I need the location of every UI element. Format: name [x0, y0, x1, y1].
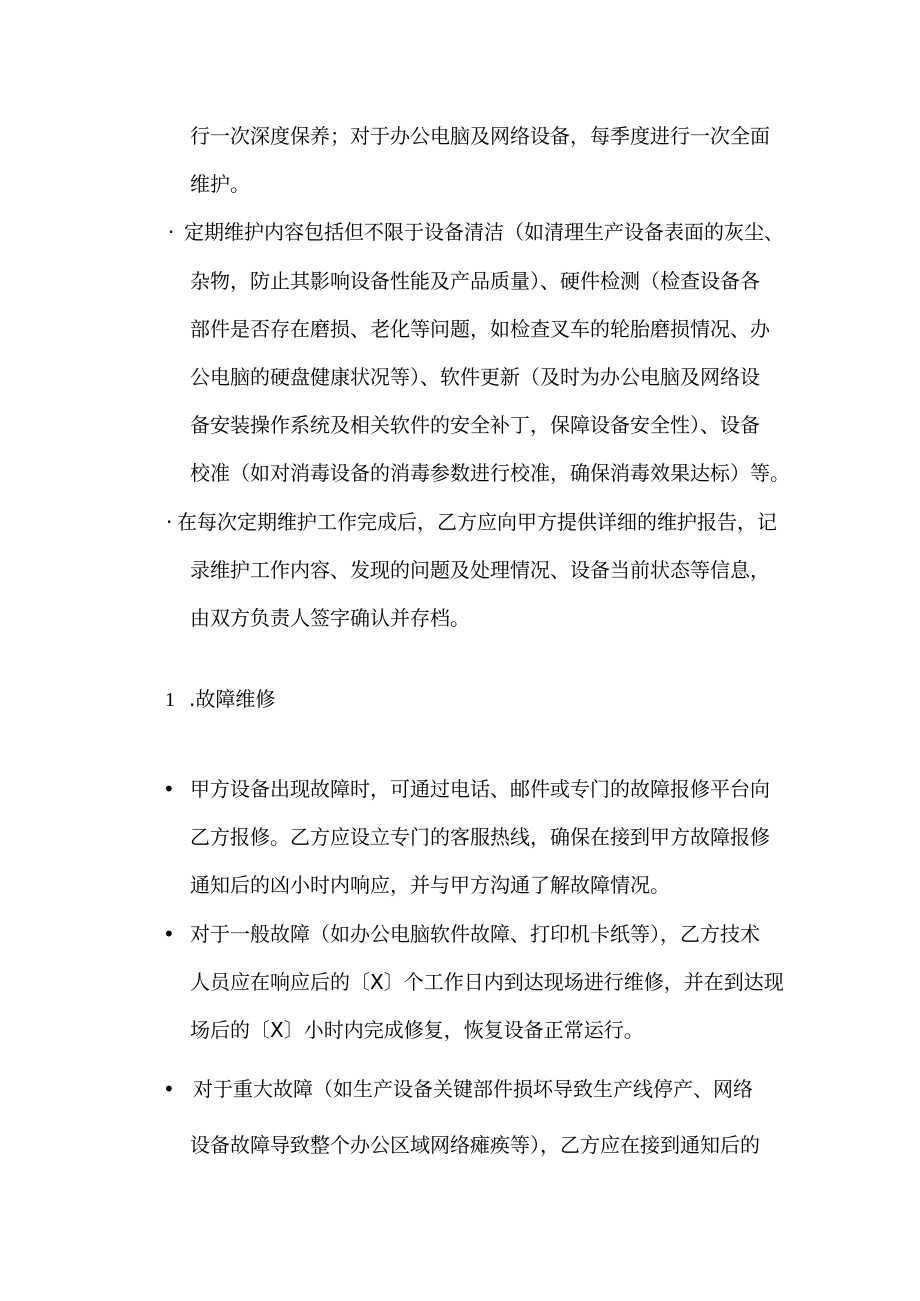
bullet-line: 校准（如对消毒设备的消毒参数进行校准，确保消毒效果达标）等。 [190, 461, 790, 485]
bullet-marker: · [166, 510, 173, 534]
bullet-line: 设备故障导致整个办公区域网络瘫痪等），乙方应在接到通知后的 [190, 1133, 760, 1157]
bullet-line: 定期维护内容包括但不限于设备清洁（如清理生产设备表面的灰尘、 [184, 220, 784, 244]
bullet-line: 杂物，防止其影响设备性能及产品质量）、硬件检测（检查设备各 [190, 269, 760, 293]
bullet-marker: · [168, 220, 175, 244]
bullet-line: 场后的〔X〕小时内完成修复，恢复设备正常运行。 [190, 1018, 644, 1042]
bullet-line: 录维护工作内容、发现的问题及处理情况、设备当前状态等信息， [190, 558, 770, 582]
bullet-line: 在每次定期维护工作完成后，乙方应向甲方提供详细的维护报告，记 [177, 510, 777, 534]
bullet-line: 由双方负责人签字确认并存档。 [190, 606, 470, 630]
bullet-line: 部件是否存在磨损、老化等问题，如检查叉车的轮胎磨损情况、办 [190, 317, 770, 341]
bullet-line: 对于重大故障（如生产设备关键部件损坏导致生产线停产、网络 [193, 1077, 753, 1101]
bullet-marker: • [163, 1077, 175, 1101]
bullet-marker: • [163, 922, 175, 946]
section-heading-text: .故障维修 [189, 687, 276, 711]
bullet-line: 通知后的凶小时内响应，并与甲方沟通了解故障情况。 [190, 873, 670, 897]
section-heading [165, 686, 275, 713]
bullet-line: 对于一般故障（如办公电脑软件故障、打印机卡纸等），乙方技术 [190, 922, 760, 946]
bullet-line: 人员应在响应后的〔X〕个工作日内到达现场进行维修，并在到达现 [190, 970, 784, 994]
bullet-line: 公电脑的硬盘健康状况等）、软件更新（及时为办公电脑及网络设 [190, 365, 760, 389]
bullet-marker: • [163, 777, 175, 801]
bullet-line: 乙方报修。乙方应设立专门的客服热线，确保在接到甲方故障报修 [190, 825, 770, 849]
paragraph-line: 行一次深度保养；对于办公电脑及网络设备，每季度进行一次全面 [190, 124, 770, 148]
paragraph-line: 维护。 [190, 172, 250, 196]
bullet-line: 备安装操作系统及相关软件的安全补丁，保障设备安全性）、设备 [190, 413, 760, 437]
section-heading-number: 1 [165, 689, 175, 711]
bullet-line: 甲方设备出现故障时，可通过电话、邮件或专门的故障报修平台向 [190, 777, 770, 801]
